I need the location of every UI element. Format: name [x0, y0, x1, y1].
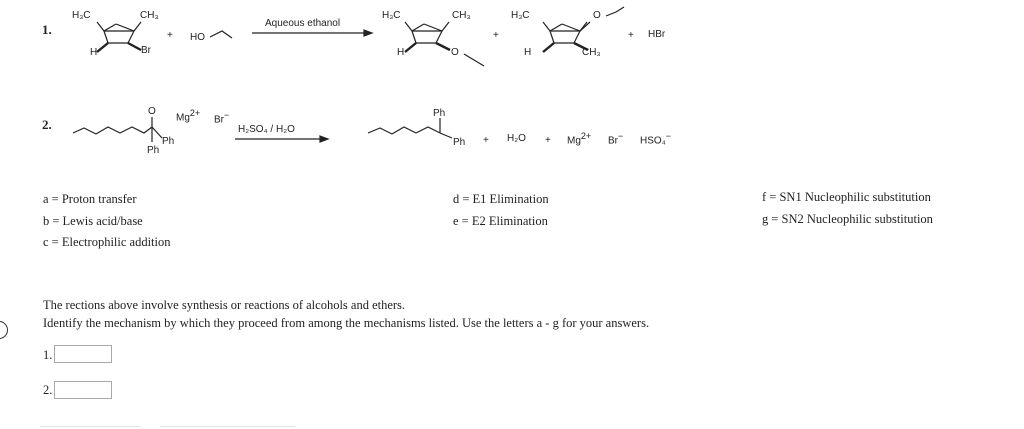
reaction2-plus-1: + [483, 135, 489, 146]
product-hso4: HSO₄− [640, 131, 672, 147]
product1-o-label: O [451, 47, 459, 58]
product2-h3c-label: H₃C [511, 10, 530, 21]
reaction1-number: 1. [42, 22, 52, 37]
product2-o-label: O [593, 10, 601, 21]
nucleophile-label: HO [190, 32, 205, 43]
reaction1-condition: Aqueous ethanol [265, 18, 341, 29]
reaction1-plus-3: + [628, 30, 634, 41]
divider-left [40, 426, 140, 427]
mechanism-a: a = Proton transfer [43, 192, 137, 206]
reactant1-h3c-label: H₃C [72, 10, 91, 21]
reaction1-plus-1: + [167, 30, 173, 41]
water-label: H₂O [507, 133, 526, 144]
product1-h3c-label: H₃C [382, 10, 401, 21]
answer2-input[interactable] [54, 381, 112, 399]
answer1-input[interactable] [54, 345, 112, 363]
product-mg: $Mg^{2+}$ [567, 131, 592, 147]
instructions-line-1: The rections above involve synthesis or reactions of alcohols and ethers. [43, 298, 406, 312]
instructions-line-2: Identify the mechanism by which they proceed from among the mechanisms listed. Use the letters a - g for your answers. [43, 316, 650, 330]
reactant2-phenyl-b: Ph [147, 145, 160, 156]
reactant2-mg: $Mg^{2+}$ [176, 108, 201, 124]
reaction2-number: 2. [42, 117, 52, 132]
reactant2-phenyl-a: Ph [162, 136, 175, 147]
mechanism-c: c = Electrophilic addition [43, 235, 171, 249]
product2-ring [543, 7, 624, 52]
ethoxide-chain [210, 31, 232, 38]
product2-ch3-label: CH₃ [582, 47, 601, 58]
product-chain-2 [368, 118, 452, 138]
answer1-label: 1. [43, 348, 53, 362]
product-br: Br− [608, 131, 624, 147]
reactant-chain-2 [73, 117, 162, 142]
mechanism-g: g = SN2 Nucleophilic substitution [762, 212, 933, 226]
reactant1-br-label: Br [141, 45, 151, 56]
reactant1-ch3-label: CH₃ [140, 10, 159, 21]
product1-ring [405, 22, 484, 66]
reaction2-condition: H₂SO₄ / H₂O [238, 124, 295, 135]
product2-h-label: H [524, 47, 532, 58]
byproduct-hbr: HBr [648, 29, 666, 40]
mechanism-b: b = Lewis acid/base [43, 214, 143, 228]
reaction1-plus-2: + [493, 30, 499, 41]
answer2-label: 2. [43, 383, 53, 397]
reactant1-h-label: H [90, 47, 98, 58]
product2-phenyl: Ph [453, 137, 466, 148]
mechanism-d: d = E1 Elimination [453, 192, 549, 206]
reactant2-oxygen: O [148, 106, 156, 117]
mechanism-f: f = SN1 Nucleophilic substitution [762, 190, 931, 204]
mechanism-e: e = E2 Elimination [453, 214, 548, 228]
divider-right [160, 426, 295, 427]
product1-h-label: H [397, 47, 405, 58]
product1-ch3-label: CH₃ [452, 10, 471, 21]
product2-phenyl-top: Ph [433, 108, 446, 119]
reactant-ring-1 [97, 22, 141, 52]
reaction2-plus-2: + [545, 135, 551, 146]
reactant2-br: Br− [214, 110, 230, 126]
